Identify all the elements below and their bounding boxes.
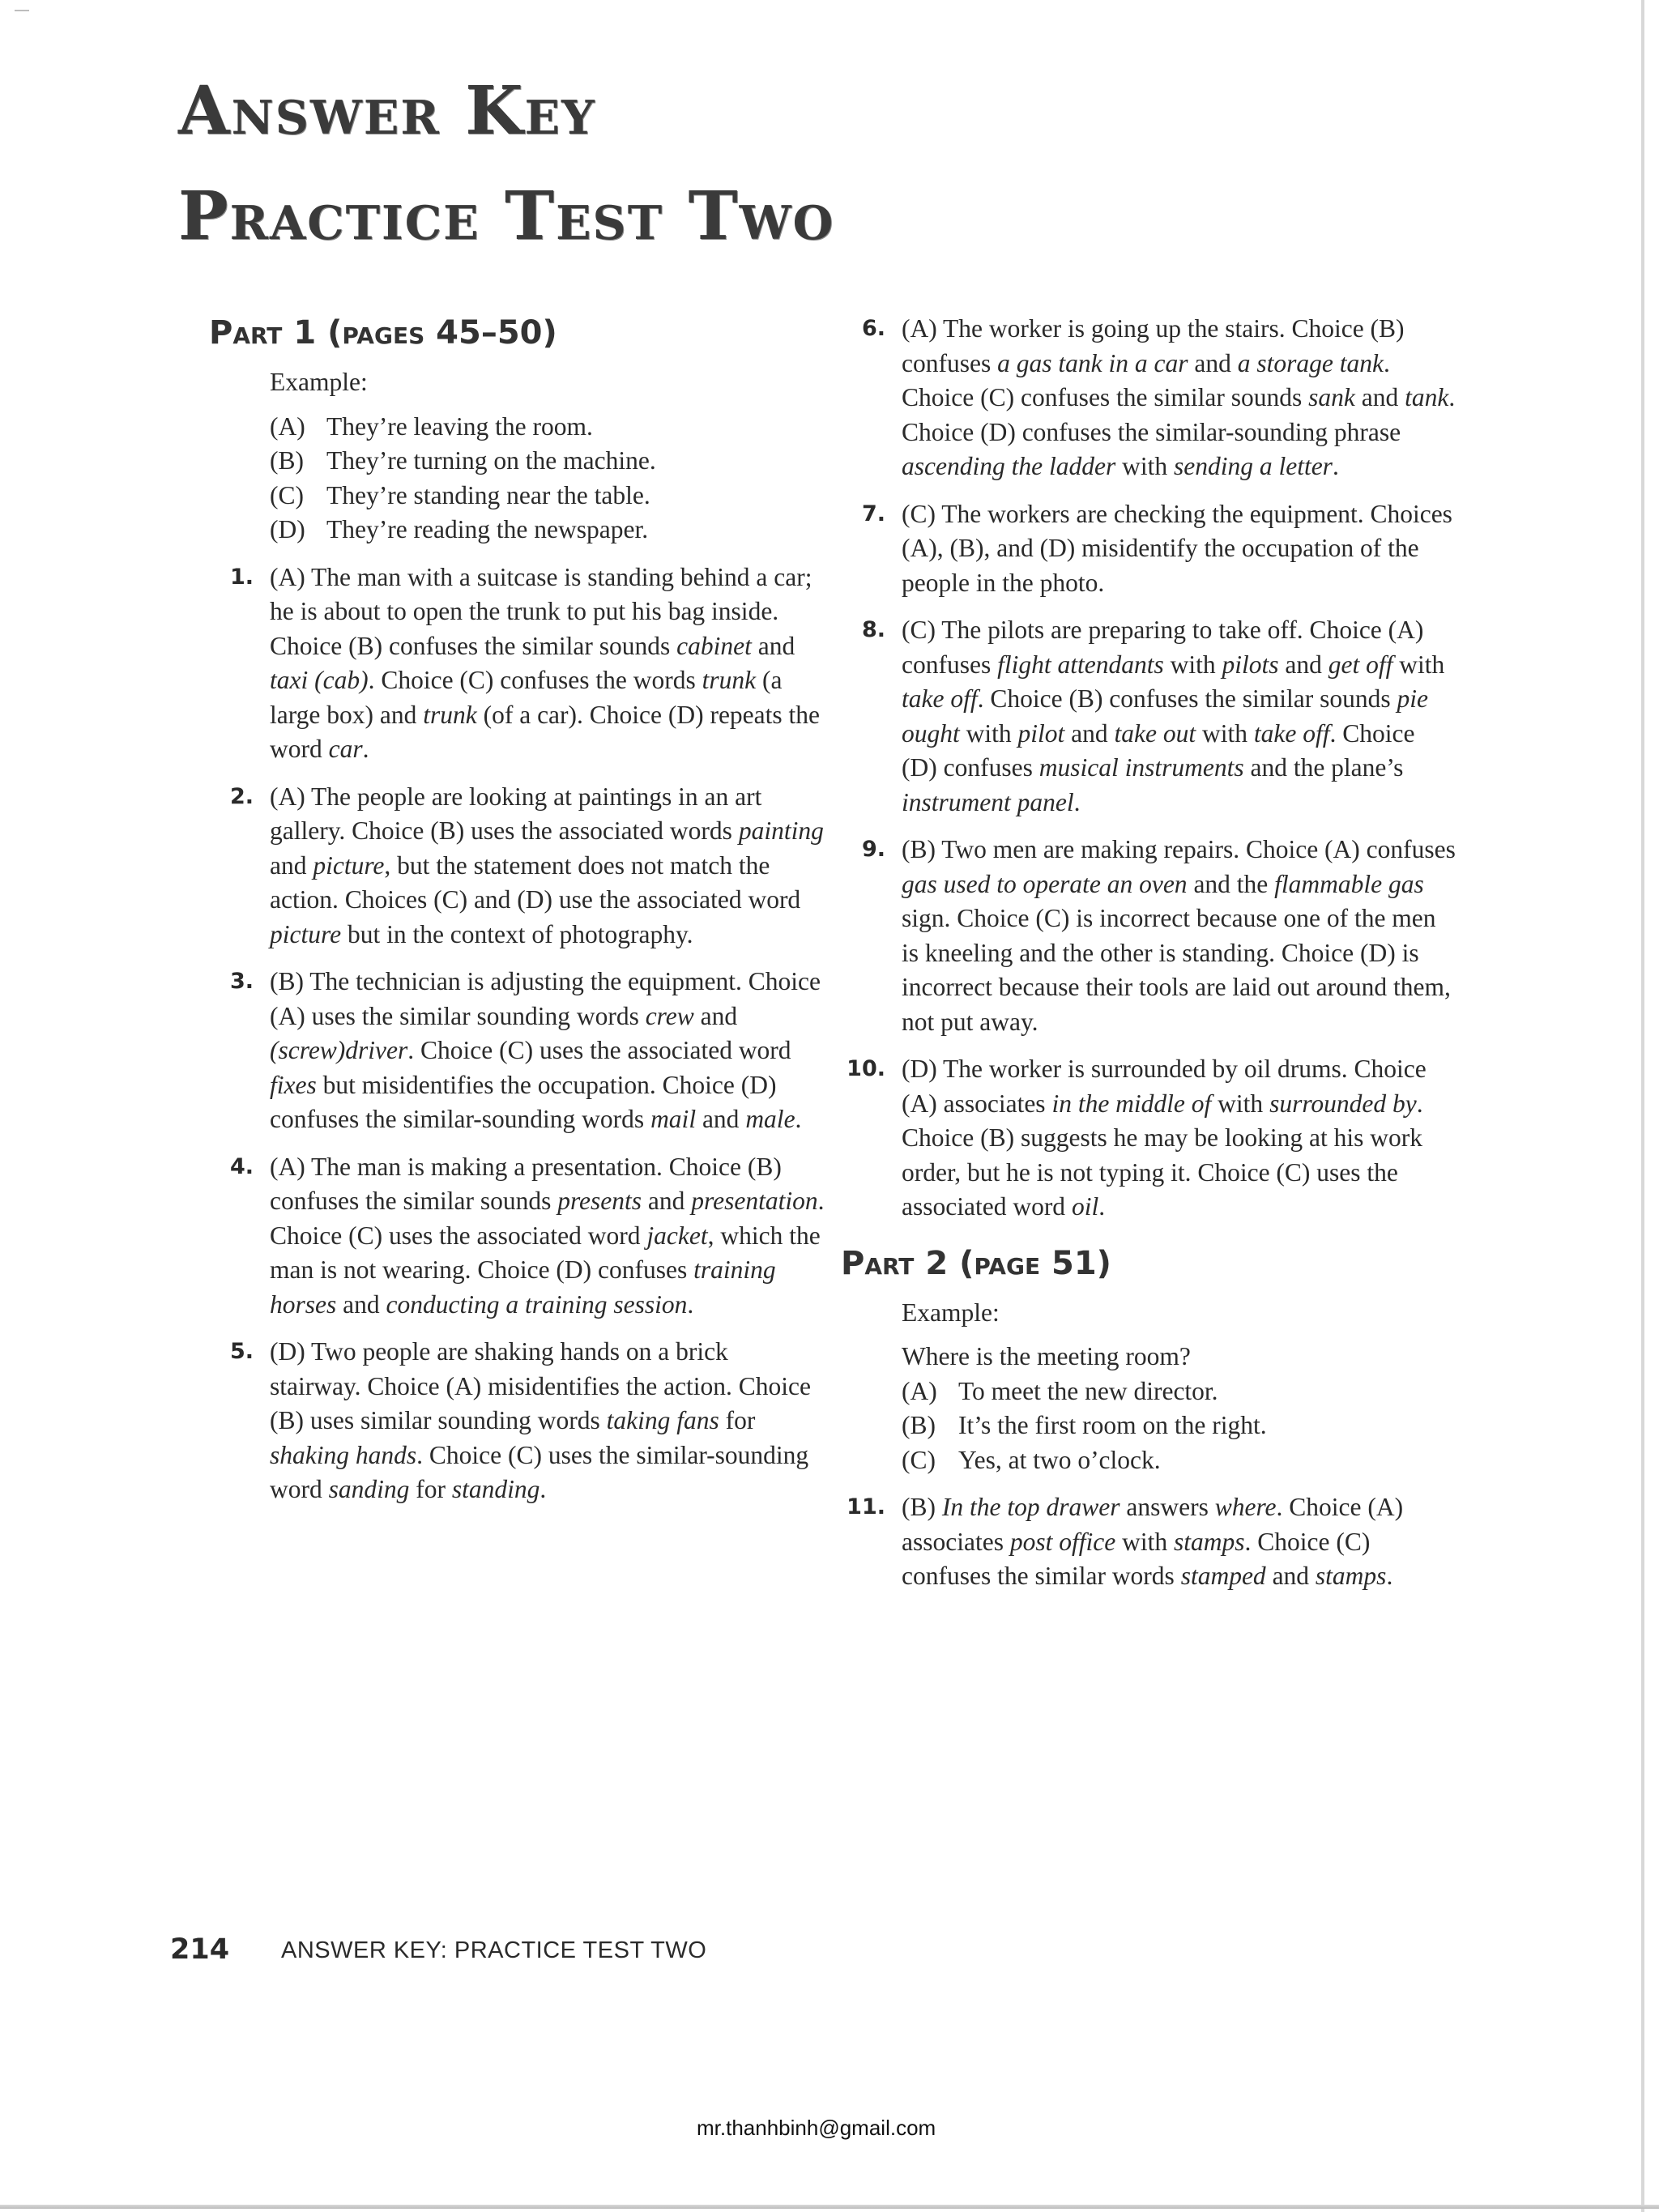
part-1-example-options: [209, 410, 825, 548]
scan-bottom-edge: [0, 2205, 1659, 2209]
answer-number: 7.: [861, 501, 885, 526]
page-number: 214: [170, 1933, 230, 1966]
answer-explanation: (A) The people are looking at paintings in an art gallery. Choice (B) uses the associated words painting and picture, but the statement does not match the action. Choices (C) and (D) use the associated word picture but in the context of photography.: [270, 782, 824, 948]
part-2-example-options: [841, 1375, 1456, 1478]
example-option: (C) They’re standing near the table.: [270, 480, 650, 509]
answer-number: 1.: [229, 564, 254, 590]
example-option: (B) It’s the first room on the right.: [902, 1411, 1267, 1439]
answer-item: [209, 965, 825, 1137]
part-2-example-question: Where is the meeting room?: [902, 1342, 1191, 1370]
part-2-example-label: Example:: [902, 1298, 1000, 1327]
example-option: (C) Yes, at two o’clock.: [902, 1445, 1161, 1474]
part-1-heading: Part 1 (pages 45–50): [209, 314, 557, 352]
answer-number: 4.: [229, 1153, 254, 1179]
contact-email: mr.thanhbinh@gmail.com: [697, 2116, 936, 2140]
answer-number: 10.: [847, 1056, 885, 1081]
answer-item: [841, 312, 1456, 484]
answer-number: 8.: [861, 617, 885, 642]
answer-item: [841, 497, 1456, 601]
answer-item: [841, 1490, 1456, 1594]
example-option: (A) They’re leaving the room.: [270, 411, 593, 441]
answer-explanation: (D) The worker is surrounded by oil drums. Choice (A) associates in the middle of with surrounded by. Choice (B) suggests he may be looking at his work order, but he is not typing it. Choice (C) uses the associated word oil.: [902, 1055, 1427, 1221]
answer-number: 9.: [861, 837, 885, 862]
right-column: [841, 312, 1456, 1607]
answer-item: [841, 1052, 1456, 1225]
answer-explanation: (D) Two people are shaking hands on a brick stairway. Choice (A) misidentifies the action. Choice (B) uses similar sounding words taking fans for shaking hands. Choice (C) uses the similar-sounding word sanding for standing.: [270, 1337, 812, 1503]
page-title-line-2: Practice Test Two: [178, 177, 835, 255]
answer-number: 5.: [229, 1339, 254, 1364]
answer-number: 2.: [229, 783, 254, 809]
answer-item: [209, 1335, 825, 1507]
running-footer: ANSWER KEY: PRACTICE TEST TWO: [281, 1937, 707, 1963]
answer-explanation: (C) The pilots are preparing to take off. Choice (A) confuses flight attendants with pilots and get off with take off. Choice (B) confuses the similar sounds pie ought with pilot and take out with take off. Choice (D) confuses musical instruments and the plane’s instrument panel.: [902, 616, 1445, 816]
answer-number: 6.: [861, 316, 885, 341]
scan-corner-mark: [15, 10, 29, 11]
answer-explanation: (B) In the top drawer answers where. Choice (A) associates post office with stamps. Choice (C) confuses the similar words stamped and stamps.: [902, 1493, 1404, 1590]
answer-item: [209, 1150, 825, 1323]
left-column: [209, 312, 825, 1520]
example-option: (B) They’re turning on the machine.: [270, 446, 656, 475]
answer-explanation: (A) The man is making a presentation. Choice (B) confuses the similar sounds presents and presentation. Choice (C) uses the associated word jacket, which the man is not wearing. Choice (D) confuses training horses and conducting a training session.: [270, 1152, 825, 1319]
answer-item: [841, 613, 1456, 820]
answer-item: [209, 780, 825, 953]
answer-number: 11.: [847, 1494, 885, 1519]
answer-item: [841, 833, 1456, 1039]
answer-explanation: (C) The workers are checking the equipment. Choices (A), (B), and (D) misidentify the occupation of the people in the photo.: [902, 499, 1452, 597]
scan-right-edge: [1641, 0, 1644, 2212]
answer-explanation: (A) The man with a suitcase is standing behind a car; he is about to open the trunk to put his bag inside. Choice (B) confuses the similar sounds cabinet and taxi (cab). Choice (C) confuses the words trunk (a large box) and trunk (of a car). Choice (D) repeats the word car.: [270, 562, 821, 763]
answer-explanation: (B) The technician is adjusting the equipment. Choice (A) uses the similar sounding words crew and (screw)driver. Choice (C) uses the associated word fixes but misidentifies the occupation. Choice (D) confuses the similar-sounding words mail and male.: [270, 967, 821, 1133]
answer-item: [209, 560, 825, 767]
page-title-line-1: Answer Key: [178, 72, 596, 150]
example-option: (D) They’re reading the newspaper.: [270, 515, 649, 543]
answer-number: 3.: [229, 969, 254, 994]
part-1-example-label: Example:: [270, 368, 368, 396]
answer-explanation: (B) Two men are making repairs. Choice (A) confuses gas used to operate an oven and the flammable gas sign. Choice (C) is incorrect because one of the men is kneeling and the other is standing. Choice (D) is incorrect because their tools are laid out around them, not put away.: [902, 835, 1456, 1036]
part-2-heading: Part 2 (page 51): [841, 1244, 1111, 1282]
example-option: (A) To meet the new director.: [902, 1376, 1218, 1405]
answer-explanation: (A) The worker is going up the stairs. Choice (B) confuses a gas tank in a car and a storage tank. Choice (C) confuses the similar sounds sank and tank. Choice (D) confuses the similar-sounding phrase ascending the ladder with sending a letter.: [902, 314, 1456, 480]
